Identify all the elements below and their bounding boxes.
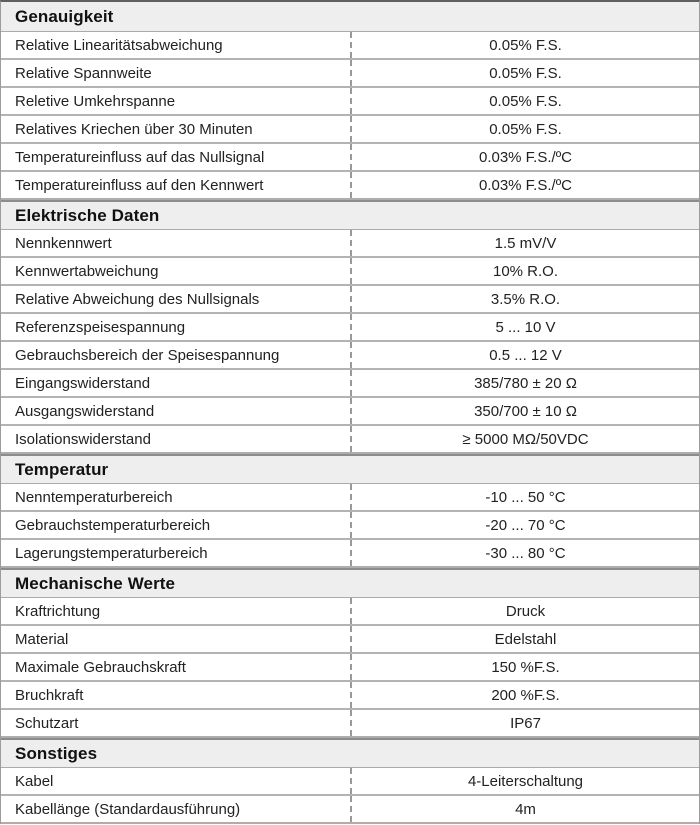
table-row bbox=[1, 32, 699, 60]
section-title: Temperatur bbox=[15, 459, 109, 479]
table-row bbox=[1, 116, 699, 144]
table-row bbox=[1, 144, 699, 172]
spec-value: 4-Leiterschaltung bbox=[350, 768, 699, 794]
table-row bbox=[1, 682, 699, 710]
table-row bbox=[1, 512, 699, 540]
spec-value: 350/700 ± 10 Ω bbox=[350, 398, 699, 424]
spec-value: 0.05% F.S. bbox=[350, 88, 699, 114]
section-genauigkeit bbox=[1, 2, 699, 200]
spec-label: Gebrauchsbereich der Speisespannung bbox=[15, 346, 280, 364]
spec-value: -30 ... 80 °C bbox=[350, 540, 699, 566]
spec-label: Kraftrichtung bbox=[15, 602, 101, 620]
section-title: Elektrische Daten bbox=[15, 205, 160, 225]
spec-label: Ausgangswiderstand bbox=[15, 402, 155, 420]
table-row bbox=[1, 314, 699, 342]
spec-value: 0.05% F.S. bbox=[350, 60, 699, 86]
spec-label: Relatives Kriechen über 30 Minuten bbox=[15, 120, 253, 138]
spec-value: ≥ 5000 MΩ/50VDC bbox=[350, 426, 699, 452]
spec-label: Schutzart bbox=[15, 714, 79, 732]
spec-value: 3.5% R.O. bbox=[350, 286, 699, 312]
spec-value: 5 ... 10 V bbox=[350, 314, 699, 340]
spec-value: -10 ... 50 °C bbox=[350, 484, 699, 510]
spec-label: Reletive Umkehrspanne bbox=[15, 92, 176, 110]
table-row bbox=[1, 60, 699, 88]
section-title: Sonstiges bbox=[15, 743, 98, 763]
spec-label: Gebrauchstemperaturbereich bbox=[15, 516, 211, 534]
section-elektrische-daten bbox=[1, 200, 699, 454]
table-row bbox=[1, 768, 699, 796]
table-row bbox=[1, 230, 699, 258]
spec-value: 150 %F.S. bbox=[350, 654, 699, 680]
table-row bbox=[1, 796, 699, 824]
spec-label: Referenzspeisespannung bbox=[15, 318, 186, 336]
table-row bbox=[1, 484, 699, 512]
spec-value: 1.5 mV/V bbox=[350, 230, 699, 256]
spec-label: Temperatureinfluss auf den Kennwert bbox=[15, 176, 264, 194]
spec-value: 0.05% F.S. bbox=[350, 32, 699, 58]
spec-label: Bruchkraft bbox=[15, 686, 84, 704]
spec-value: 385/780 ± 20 Ω bbox=[350, 370, 699, 396]
table-row bbox=[1, 710, 699, 738]
spec-label: Material bbox=[15, 630, 69, 648]
section-sonstiges bbox=[1, 738, 699, 824]
spec-label: Relative Spannweite bbox=[15, 64, 152, 82]
section-header bbox=[1, 200, 699, 230]
table-row bbox=[1, 398, 699, 426]
spec-label: Nenntemperaturbereich bbox=[15, 488, 173, 506]
table-row bbox=[1, 172, 699, 200]
spec-label: Lagerungstemperaturbereich bbox=[15, 544, 208, 562]
spec-value: IP67 bbox=[350, 710, 699, 736]
spec-value: 10% R.O. bbox=[350, 258, 699, 284]
table-row bbox=[1, 626, 699, 654]
spec-label: Relative Abweichung des Nullsignals bbox=[15, 290, 260, 308]
spec-label: Nennkennwert bbox=[15, 234, 112, 252]
section-temperatur bbox=[1, 454, 699, 568]
spec-value: 200 %F.S. bbox=[350, 682, 699, 708]
section-header bbox=[1, 738, 699, 768]
spec-label: Maximale Gebrauchskraft bbox=[15, 658, 186, 676]
table-row bbox=[1, 342, 699, 370]
section-header bbox=[1, 568, 699, 598]
section-mechanische-werte bbox=[1, 568, 699, 738]
table-row bbox=[1, 258, 699, 286]
spec-value: 0.5 ... 12 V bbox=[350, 342, 699, 368]
section-header bbox=[1, 2, 699, 32]
table-row bbox=[1, 88, 699, 116]
section-header bbox=[1, 454, 699, 484]
spec-value: 0.03% F.S./ºC bbox=[350, 172, 699, 198]
spec-label: Eingangswiderstand bbox=[15, 374, 151, 392]
spec-label: Temperatureinfluss auf das Nullsignal bbox=[15, 148, 265, 166]
spec-value: Druck bbox=[350, 598, 699, 624]
table-row bbox=[1, 370, 699, 398]
section-title: Mechanische Werte bbox=[15, 573, 176, 593]
table-row bbox=[1, 654, 699, 682]
spec-value: 4m bbox=[350, 796, 699, 822]
spec-label: Kabel bbox=[15, 772, 54, 790]
spec-label: Isolationswiderstand bbox=[15, 430, 151, 448]
table-row bbox=[1, 598, 699, 626]
spec-value: 0.05% F.S. bbox=[350, 116, 699, 142]
spec-value: -20 ... 70 °C bbox=[350, 512, 699, 538]
spec-label: Kennwertabweichung bbox=[15, 262, 159, 280]
table-row bbox=[1, 540, 699, 568]
spec-label: Kabellänge (Standardausführung) bbox=[15, 800, 241, 818]
spec-value: Edelstahl bbox=[350, 626, 699, 652]
spec-label: Relative Linearitätsabweichung bbox=[15, 36, 223, 54]
section-title: Genauigkeit bbox=[15, 6, 114, 26]
table-row bbox=[1, 426, 699, 454]
table-row bbox=[1, 286, 699, 314]
spec-value: 0.03% F.S./ºC bbox=[350, 144, 699, 170]
